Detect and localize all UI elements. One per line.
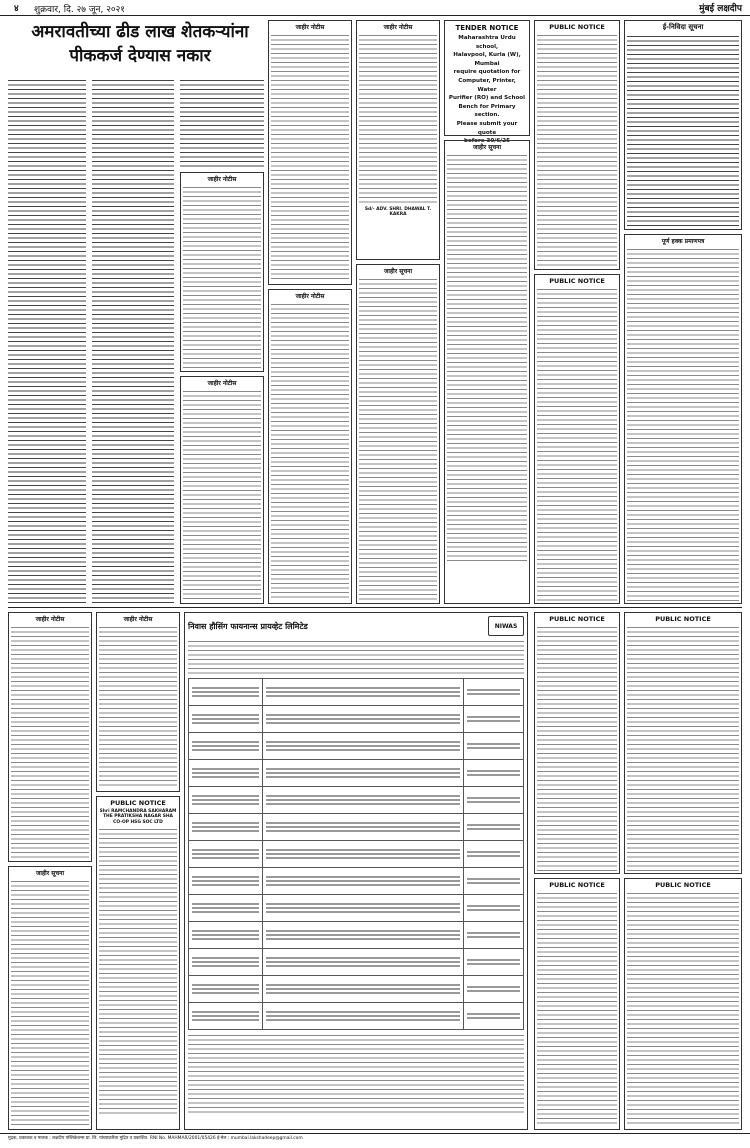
notice-body	[99, 625, 177, 789]
imprint-footer: मुद्रक, प्रकाशक व मालक : लक्षदीप पब्लिकेशन्स प्रा. लि. यांच्याकरिता मुद्रित व प्रकाशित. RNI No. MAHMAR/2001/05426 ई-मेल : mumbai.lakshadeep@gmail.com	[0, 1133, 750, 1148]
table-cell	[189, 868, 263, 895]
notice-heading: जाहीर नोटीस	[123, 616, 153, 623]
notice-box-13	[96, 612, 180, 792]
tender-notice	[444, 20, 530, 145]
notice-body	[11, 625, 89, 859]
table-cell	[463, 679, 523, 706]
table-cell	[463, 1003, 523, 1030]
table-cell	[262, 679, 463, 706]
notice-body	[11, 879, 89, 1127]
niwas-heading: निवास हौसिंग फायनान्स प्रायव्हेट लिमिटेड	[188, 621, 308, 631]
tender-line: Maharashtra Urdu school,	[458, 35, 516, 50]
tender-line: Please submit your quote	[456, 120, 518, 136]
table-row	[189, 949, 524, 976]
notice-body	[271, 33, 349, 281]
public-notice-pratiksha	[96, 796, 180, 1130]
notice-heading: जाहीर नोटीस	[295, 293, 325, 300]
notice-heading: PUBLIC NOTICE	[655, 881, 711, 889]
notice-box-11	[8, 612, 92, 862]
table-cell	[463, 922, 523, 949]
masthead-strip	[0, 0, 750, 16]
table-row	[189, 814, 524, 841]
notice-body	[537, 33, 617, 267]
notice-body	[447, 153, 527, 563]
table-cell	[262, 814, 463, 841]
table-cell	[463, 760, 523, 787]
table-cell	[262, 868, 463, 895]
tender-line: require quotation for	[453, 69, 521, 76]
table-row	[189, 976, 524, 1003]
table-cell	[262, 706, 463, 733]
notice-heading: जाहीर सूचना	[383, 268, 413, 275]
notice-box-17	[624, 878, 742, 1130]
e-tender-notice	[624, 20, 742, 230]
table-cell	[189, 949, 263, 976]
notice-body	[627, 247, 739, 601]
table-cell	[463, 895, 523, 922]
lead-headline: अमरावतीच्या ढीड लाख शेतकऱ्यांना पीककर्ज देण्यास नकार	[31, 22, 249, 66]
notice-body	[183, 185, 261, 370]
notice-box-10	[624, 234, 742, 604]
table-cell	[262, 841, 463, 868]
lead-story-col-2	[92, 78, 174, 603]
notice-box-3	[268, 20, 352, 285]
table-cell	[262, 1003, 463, 1030]
tender-line: before 30/6/25	[463, 138, 511, 145]
notice-box-7	[444, 140, 530, 604]
notice-body	[359, 33, 437, 203]
niwas-intro	[188, 639, 524, 675]
notice-heading: PUBLIC NOTICE	[549, 615, 605, 623]
notice-box-14	[534, 612, 620, 874]
notice-body	[537, 891, 617, 1127]
table-cell	[262, 787, 463, 814]
notice-heading: PUBLIC NOTICE	[549, 277, 605, 285]
niwas-logo: NIWAS	[488, 616, 524, 636]
table-row	[189, 922, 524, 949]
notice-heading: PUBLIC NOTICE	[655, 615, 711, 623]
notice-box-9	[534, 274, 620, 604]
signature: Sd/- ADV. SHRI. DHAWAL T. KAKRA	[364, 207, 432, 218]
notice-heading: PUBLIC NOTICE	[549, 23, 605, 31]
table-cell	[189, 760, 263, 787]
table-row	[189, 1003, 524, 1030]
tender-body	[448, 34, 526, 146]
table-row	[189, 679, 524, 706]
notice-heading: जाहीर नोटीस	[207, 380, 237, 387]
edition-name: मुंबई लक्षदीप	[699, 4, 742, 14]
table-row	[189, 868, 524, 895]
lead-story-col-1	[8, 78, 86, 603]
niwas-auction-notice	[184, 612, 528, 1130]
notice-heading: PUBLIC NOTICE	[549, 881, 605, 889]
table-cell	[463, 706, 523, 733]
table-cell	[463, 868, 523, 895]
tender-line: Bench for Primary section.	[458, 103, 516, 119]
notice-body	[627, 625, 739, 871]
table-row	[189, 787, 524, 814]
table-cell	[463, 814, 523, 841]
notice-box-2	[180, 376, 264, 604]
table-cell	[262, 949, 463, 976]
table-row	[189, 733, 524, 760]
lead-story-col-3-top	[180, 78, 264, 168]
table-cell	[189, 1003, 263, 1030]
notice-heading: पूर्ण हक्क प्रमाणपत्र	[661, 238, 705, 245]
notice-box-16	[624, 612, 742, 874]
notice-box-5	[356, 20, 440, 260]
notice-box-8	[534, 20, 620, 270]
table-cell	[262, 760, 463, 787]
table-row	[189, 841, 524, 868]
notice-heading: जाहीर नोटीस	[35, 616, 65, 623]
notice-heading: PUBLIC NOTICE	[110, 799, 166, 807]
notice-heading: जाहीर सूचना	[35, 870, 65, 877]
date-line: शुक्रवार, दि. २७ जून, २०२१	[34, 5, 125, 15]
notice-body	[359, 277, 437, 602]
notice-body	[537, 625, 617, 871]
notice-society: THE PRATIKSHA NAGAR SHA CO-OP HSG SOC LTD	[103, 814, 173, 825]
niwas-property-table	[188, 678, 524, 1030]
niwas-terms	[188, 1033, 524, 1113]
table-cell	[262, 733, 463, 760]
notice-heading: जाहीर सूचना	[472, 144, 502, 151]
table-row	[189, 706, 524, 733]
table-cell	[189, 922, 263, 949]
table-cell	[189, 787, 263, 814]
notice-box-6	[356, 264, 440, 604]
table-cell	[262, 922, 463, 949]
table-cell	[463, 841, 523, 868]
notice-heading: जाहीर नोटीस	[207, 176, 237, 183]
notice-body	[99, 827, 177, 1117]
table-cell	[189, 733, 263, 760]
table-cell	[463, 733, 523, 760]
table-row	[189, 760, 524, 787]
table-cell	[463, 976, 523, 1003]
table-cell	[189, 814, 263, 841]
table-cell	[189, 679, 263, 706]
lead-headline-block	[8, 20, 272, 70]
table-cell	[189, 706, 263, 733]
table-cell	[463, 949, 523, 976]
table-row	[189, 895, 524, 922]
notice-heading: जाहीर नोटीस	[383, 24, 413, 31]
page-number: ४	[14, 4, 19, 14]
table-cell	[189, 976, 263, 1003]
notice-heading: जाहीर नोटीस	[295, 24, 325, 31]
notice-heading: ई-निविदा सूचना	[662, 23, 704, 31]
notice-box-1	[180, 172, 264, 372]
notice-body	[627, 34, 739, 228]
notice-body	[627, 891, 739, 1127]
notice-body	[537, 287, 617, 601]
notice-body	[183, 389, 261, 599]
table-cell	[189, 841, 263, 868]
notice-body	[271, 302, 349, 600]
notice-box-12	[8, 866, 92, 1130]
tender-line: Purifier (RO) and School	[448, 95, 526, 102]
tender-heading: TENDER NOTICE	[455, 24, 519, 32]
table-cell	[463, 787, 523, 814]
tender-line: Computer, Printer, Water	[458, 77, 516, 93]
notice-party: Shri RAMCHANDRA SAKHARAM	[99, 809, 177, 814]
notice-box-4	[268, 289, 352, 604]
table-cell	[262, 976, 463, 1003]
table-cell	[262, 895, 463, 922]
section-divider	[8, 607, 742, 608]
tender-line: Halavpool, Kurla (W), Mumbai	[453, 52, 521, 67]
notice-box-15	[534, 878, 620, 1130]
table-cell	[189, 895, 263, 922]
